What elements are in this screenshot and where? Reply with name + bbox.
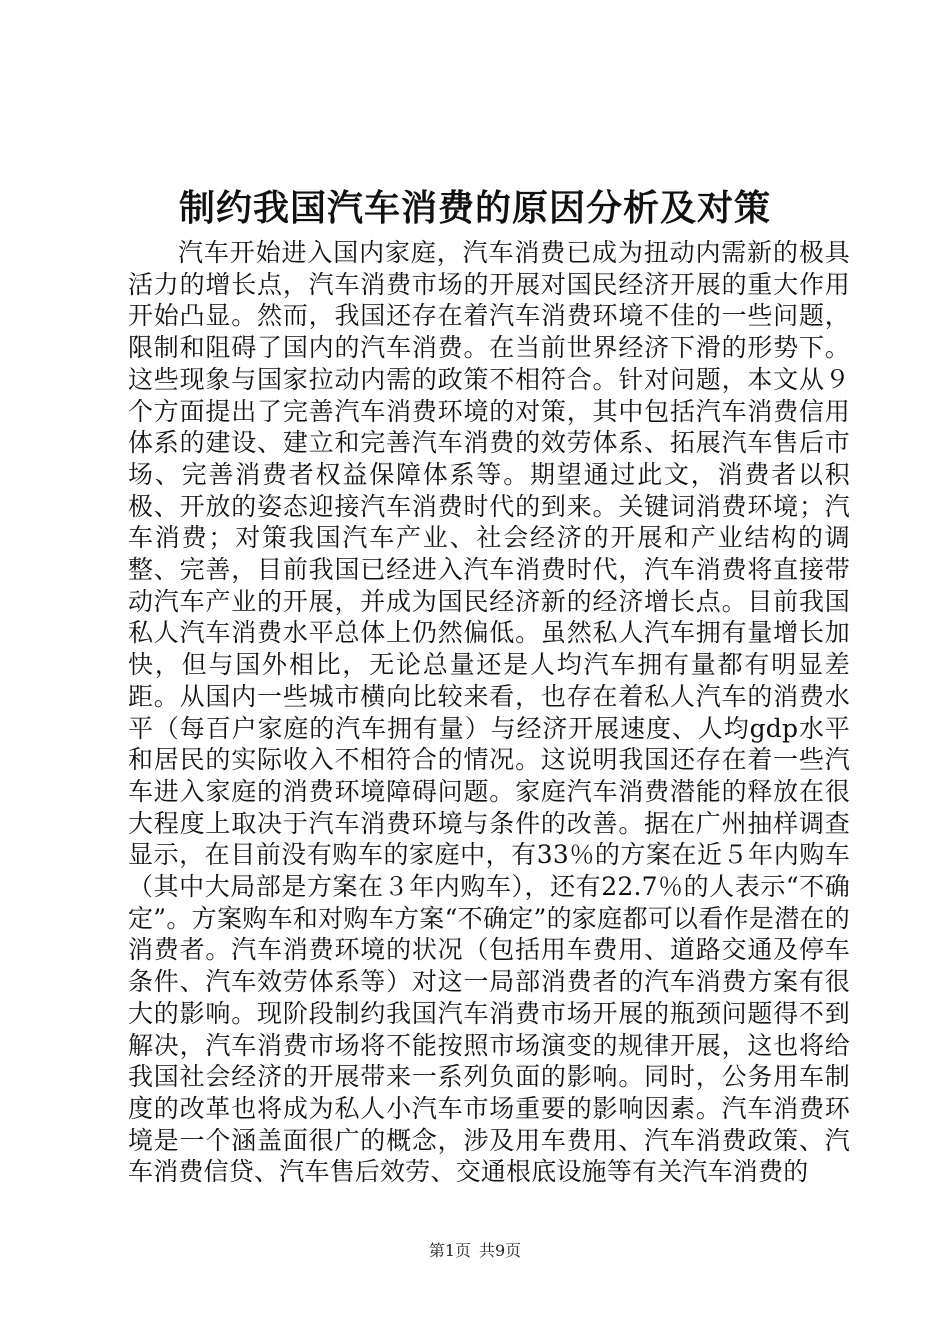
document-title: 制约我国汽车消费的原因分析及对策 (178, 187, 771, 229)
total-pages-label: 共9页 (479, 1241, 522, 1260)
document-body-paragraph: 汽车开始进入国内家庭，汽车消费已成为扭动内需新的极具活力的增长点，汽车消费市场的开展对国民经济开展的重大作用开始凸显。然而，我国还存在着汽车消费环境不佳的一些问题，限制和阻碍了国内的汽车消费。在当前世界经济下滑的形势下。这些现象与国家拉动内需的政策不相符合。针对问题，本文从９个方面提出了完善汽车消费环境的对策，其中包括汽车消费信用体系的建设、建立和完善汽车消费的效劳体系、拓展汽车售后市场、完善消费者权益保障体系等。期望通过此文，消费者以积极、开放的姿态迎接汽车消费时代的到来。关键词消费环境；汽车消费；对策我国汽车产业、社会经济的开展和产业结构的调整、完善，目前我国已经进入汽车消费时代，汽车消费将直接带动汽车产业的开展，并成为国民经济新的经济增长点。目前我国私人汽车消费水平总体上仍然偏低。虽然私人汽车拥有量增长加快，但与国外相比，无论总量还是人均汽车拥有量都有明显差距。从国内一些城市横向比较来看，也存在着私人汽车的消费水平（每百户家庭的汽车拥有量）与经济开展速度、人均gdp水平和居民的实际收入不相符合的情况。这说明我国还存在着一些汽车进入家庭的消费环境障碍问题。家庭汽车消费潜能的释放在很大程度上取决于汽车消费环境与条件的改善。据在广州抽样调查显示，在目前没有购车的家庭中，有33％的方案在近５年内购车（其中大局部是方案在３年内购车），还有22.7％的人表示“不确定”。方案购车和对购车方案“不确定”的家庭都可以看作是潜在的消费者。汽车消费环境的状况（包括用车费用、道路交通及停车条件、汽车效劳体系等）对这一局部消费者的汽车消费方案有很大的影响。现阶段制约我国汽车消费市场开展的瓶颈问题得不到解决，汽车消费市场将不能按照市场演变的规律开展，这也将给我国社会经济的开展带来一系列负面的影响。同时，公务用车制度的改革也将成为私人小汽车市场重要的影响因素。汽车消费环境是一个涵盖面很广的概念，涉及用车费用、汽车消费政策、汽车消费信贷、汽车售后效劳、交通根底设施等有关汽车消费的 (128, 238, 850, 1187)
current-page-label: 第1页 (428, 1241, 471, 1260)
page-footer (0, 1241, 950, 1261)
